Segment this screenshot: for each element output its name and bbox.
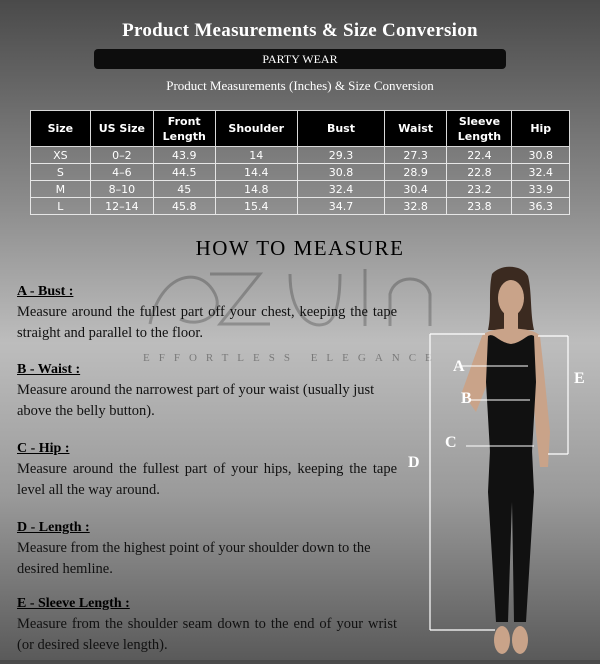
table-cell: 30.4 <box>384 181 446 198</box>
table-cell: 32.4 <box>298 181 385 198</box>
table-cell: 43.9 <box>154 147 216 164</box>
table-cell: L <box>31 198 91 215</box>
col-header-bust: Bust <box>298 111 385 147</box>
table-cell: 4–6 <box>90 164 153 181</box>
table-row <box>31 198 570 215</box>
table-cell: 36.3 <box>512 198 570 215</box>
table-cell: 15.4 <box>215 198 298 215</box>
section-title: C - Hip : <box>17 441 70 456</box>
table-cell: 32.4 <box>512 164 570 181</box>
table-cell: M <box>31 181 91 198</box>
table-cell: S <box>31 164 91 181</box>
table-cell: 44.5 <box>154 164 216 181</box>
table-cell: 14 <box>215 147 298 164</box>
table-cell: 23.8 <box>447 198 512 215</box>
section-body: Measure from the highest point of your shoulder down to the desired hemline. <box>17 540 371 577</box>
table-cell: 0–2 <box>90 147 153 164</box>
section-body: Measure around the fullest part of your hips, keeping the tape level all the way around. <box>17 461 397 498</box>
table-cell: 14.8 <box>215 181 298 198</box>
table-cell: 29.3 <box>298 147 385 164</box>
table-row <box>31 164 570 181</box>
section-bust <box>17 284 397 344</box>
marker-d: D <box>408 454 420 471</box>
col-header-us-size: US Size <box>90 111 153 147</box>
table-cell: 12–14 <box>90 198 153 215</box>
section-body: Measure around the narrowest part of your waist (usually just above the belly button). <box>17 382 375 419</box>
size-chart-table <box>30 110 570 215</box>
table-cell: 30.8 <box>512 147 570 164</box>
how-to-measure-heading: HOW TO MEASURE <box>195 236 405 260</box>
brand-tagline: EFFORTLESS ELEGANCE <box>143 352 441 364</box>
table-cell: 45.8 <box>154 198 216 215</box>
section-sleeve-length <box>17 596 397 656</box>
col-header-shoulder: Shoulder <box>215 111 298 147</box>
table-cell: 27.3 <box>384 147 446 164</box>
table-cell: 14.4 <box>215 164 298 181</box>
table-header-row <box>31 111 570 147</box>
table-cell: XS <box>31 147 91 164</box>
section-title: D - Length : <box>17 520 90 535</box>
woman-silhouette-icon <box>400 262 600 660</box>
table-cell: 34.7 <box>298 198 385 215</box>
table-cell: 22.4 <box>447 147 512 164</box>
table-cell: 23.2 <box>447 181 512 198</box>
category-badge: PARTY WEAR <box>94 49 506 69</box>
marker-e: E <box>574 370 585 387</box>
col-header-sleeve-length: Sleeve Length <box>447 111 512 147</box>
section-title: A - Bust : <box>17 284 74 299</box>
table-cell: 30.8 <box>298 164 385 181</box>
table-subtitle: Product Measurements (Inches) & Size Conversion <box>166 78 434 93</box>
section-title: B - Waist : <box>17 362 81 377</box>
col-header-size: Size <box>31 111 91 147</box>
section-waist <box>17 362 397 422</box>
measurement-figure <box>400 262 600 660</box>
col-header-front-length: Front Length <box>154 111 216 147</box>
marker-a: A <box>453 358 465 375</box>
table-cell: 22.8 <box>447 164 512 181</box>
page-title: Product Measurements & Size Conversion <box>122 20 478 41</box>
section-body: Measure from the shoulder seam down to the end of your wrist (or desired sleeve length). <box>17 616 397 653</box>
section-title: E - Sleeve Length : <box>17 596 130 611</box>
table-cell: 45 <box>154 181 216 198</box>
marker-b: B <box>461 390 472 407</box>
table-row <box>31 147 570 164</box>
col-header-hip: Hip <box>512 111 570 147</box>
section-hip <box>17 441 397 501</box>
table-cell: 32.8 <box>384 198 446 215</box>
table-row <box>31 181 570 198</box>
col-header-waist: Waist <box>384 111 446 147</box>
table-cell: 8–10 <box>90 181 153 198</box>
table-cell: 33.9 <box>512 181 570 198</box>
table-cell: 28.9 <box>384 164 446 181</box>
section-body: Measure around the fullest part off your chest, keeping the tape straight and parallel to the floor. <box>17 304 397 341</box>
section-length <box>17 520 397 580</box>
marker-c: C <box>445 434 457 451</box>
